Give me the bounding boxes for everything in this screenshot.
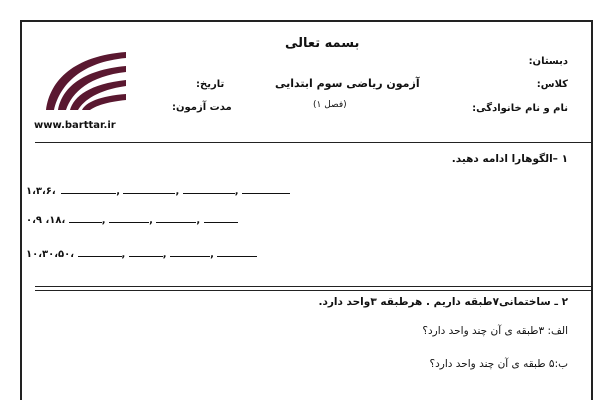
- pattern-2-blank: [69, 213, 102, 223]
- pattern-2-blank: [204, 213, 238, 223]
- name-label: نام و نام خانوادگی:: [472, 103, 568, 114]
- pattern-3-blank: [170, 247, 210, 257]
- exam-title: آزمون ریاضی سوم ابتدایی: [275, 77, 420, 90]
- date-label: تاریخ:: [196, 79, 225, 90]
- pattern-2-blank: [109, 213, 149, 223]
- pattern-row-2: ۰،۹ ،۱۸، , , ,: [26, 213, 238, 226]
- pattern-row-3: ۱۰،۳۰،۵۰، , , ,: [26, 247, 257, 260]
- pattern-1-start: ۱،۳،۶،: [26, 186, 56, 197]
- pattern-3-blank: [78, 247, 122, 257]
- question-1-text: ۱ –الگوهارا ادامه دهید.: [451, 153, 568, 165]
- pattern-3-blank: [217, 247, 257, 257]
- logo-swoosh-icon: [40, 44, 132, 116]
- header-separator: [35, 142, 593, 143]
- barttar-logo: [40, 44, 132, 116]
- question-2-part-b: ب:۵ طبقه ی آن چند واحد دارد؟: [429, 358, 568, 370]
- pattern-1-blank: [183, 184, 235, 194]
- pattern-1-blank: [123, 184, 175, 194]
- class-label: کلاس:: [536, 79, 568, 90]
- pattern-1-blank: [242, 184, 290, 194]
- question-2-text: ۲ ـ ساختمانی۷طبقه داریم . هرطبقه ۳واحد دارد.: [318, 296, 568, 308]
- question-2-part-a: الف: ۳طبقه ی آن چند واحد دارد؟: [422, 325, 568, 337]
- chapter-label: (فصل ۱): [313, 100, 347, 110]
- pattern-1-blank: [61, 184, 116, 194]
- pattern-3-start: ۱۰،۳۰،۵۰،: [26, 249, 75, 260]
- page-title: بسمه تعالی: [285, 36, 360, 51]
- pattern-2-start: ۰،۹ ،۱۸،: [26, 215, 66, 226]
- pattern-2-blank: [156, 213, 196, 223]
- pattern-row-1: ۱،۳،۶، , , ,: [26, 184, 290, 197]
- logo-url: www.barttar.ir: [34, 120, 116, 131]
- school-label: دبستان:: [528, 56, 568, 67]
- question-separator: [35, 290, 593, 291]
- pattern-3-blank: [129, 247, 163, 257]
- duration-label: مدت آزمون:: [172, 102, 232, 113]
- question-separator: [35, 286, 593, 287]
